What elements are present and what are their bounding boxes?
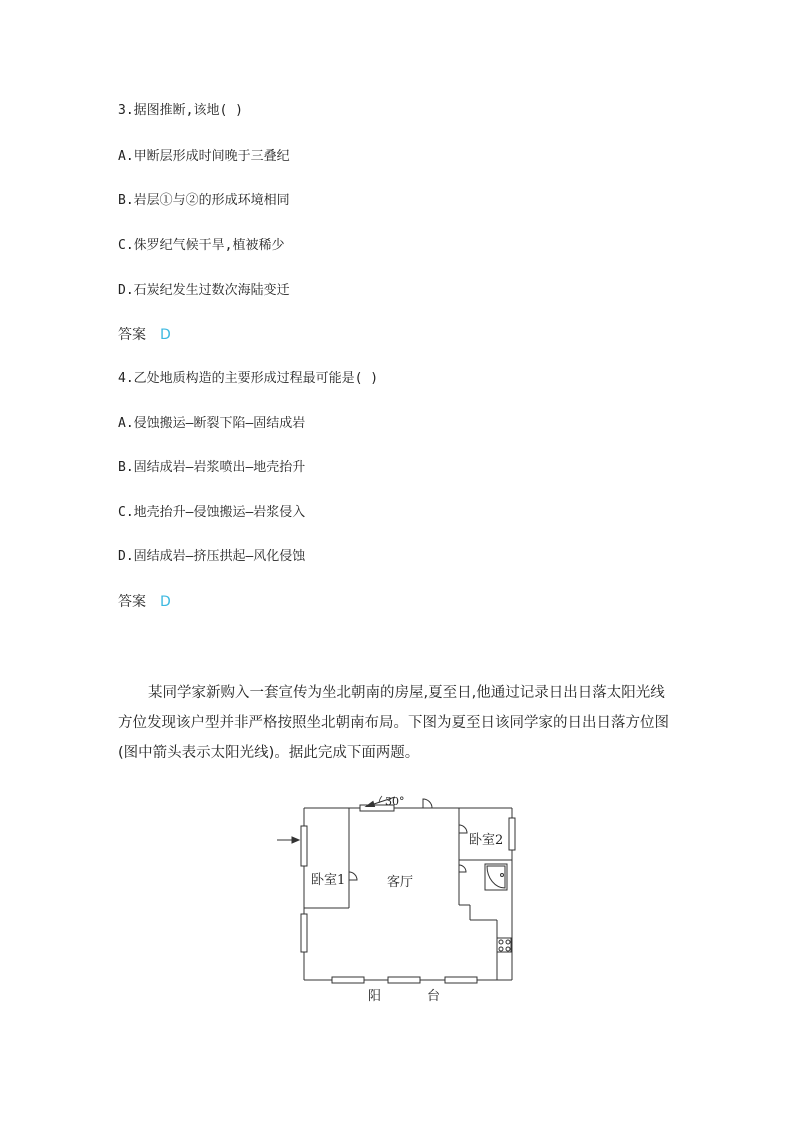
sun-angle-label: 30° xyxy=(385,795,405,808)
answer-value: D xyxy=(160,327,171,343)
q4-option-d: D.固结成岩—挤压拱起—风化侵蚀 xyxy=(118,549,306,564)
q4-option-b: B.固结成岩—岩浆喷出—地壳抬升 xyxy=(118,460,306,475)
bedroom2-label: 卧室2 xyxy=(469,833,504,848)
living-room-label: 客厅 xyxy=(387,875,414,890)
answer-label: 答案 xyxy=(118,594,146,610)
answer-label: 答案 xyxy=(118,327,146,343)
balcony-label-1: 阳 xyxy=(368,989,382,1004)
q4-option-c: C.地壳抬升—侵蚀搬运—岩浆侵入 xyxy=(118,505,306,520)
q3-option-b: B.岩层①与②的形成环境相同 xyxy=(118,193,290,208)
q3-answer xyxy=(118,326,171,344)
q3-option-d: D.石炭纪发生过数次海陆变迁 xyxy=(118,283,290,298)
balcony-label-2: 台 xyxy=(427,989,441,1004)
floor-plan-diagram xyxy=(270,785,530,1010)
q3-option-c: C.侏罗纪气候干旱,植被稀少 xyxy=(118,238,285,253)
q4-answer xyxy=(118,593,171,611)
answer-value: D xyxy=(160,594,171,610)
q4-option-a: A.侵蚀搬运—断裂下陷—固结成岩 xyxy=(118,416,306,431)
q4-stem: 4.乙处地质构造的主要形成过程最可能是( ) xyxy=(118,371,379,386)
bedroom1-label: 卧室1 xyxy=(311,873,346,888)
q3-option-a: A.甲断层形成时间晚于三叠纪 xyxy=(118,149,290,164)
q3-stem: 3.据图推断,该地( ) xyxy=(118,103,243,118)
passage-text: 某同学家新购入一套宣传为坐北朝南的房屋,夏至日,他通过记录日出日落太阳光线方位发现该户型并非严格按照坐北朝南布局。下图为夏至日该同学家的日出日落方位图(图中箭头表示太阳光线)。据此完成下面两题。 xyxy=(118,685,669,761)
